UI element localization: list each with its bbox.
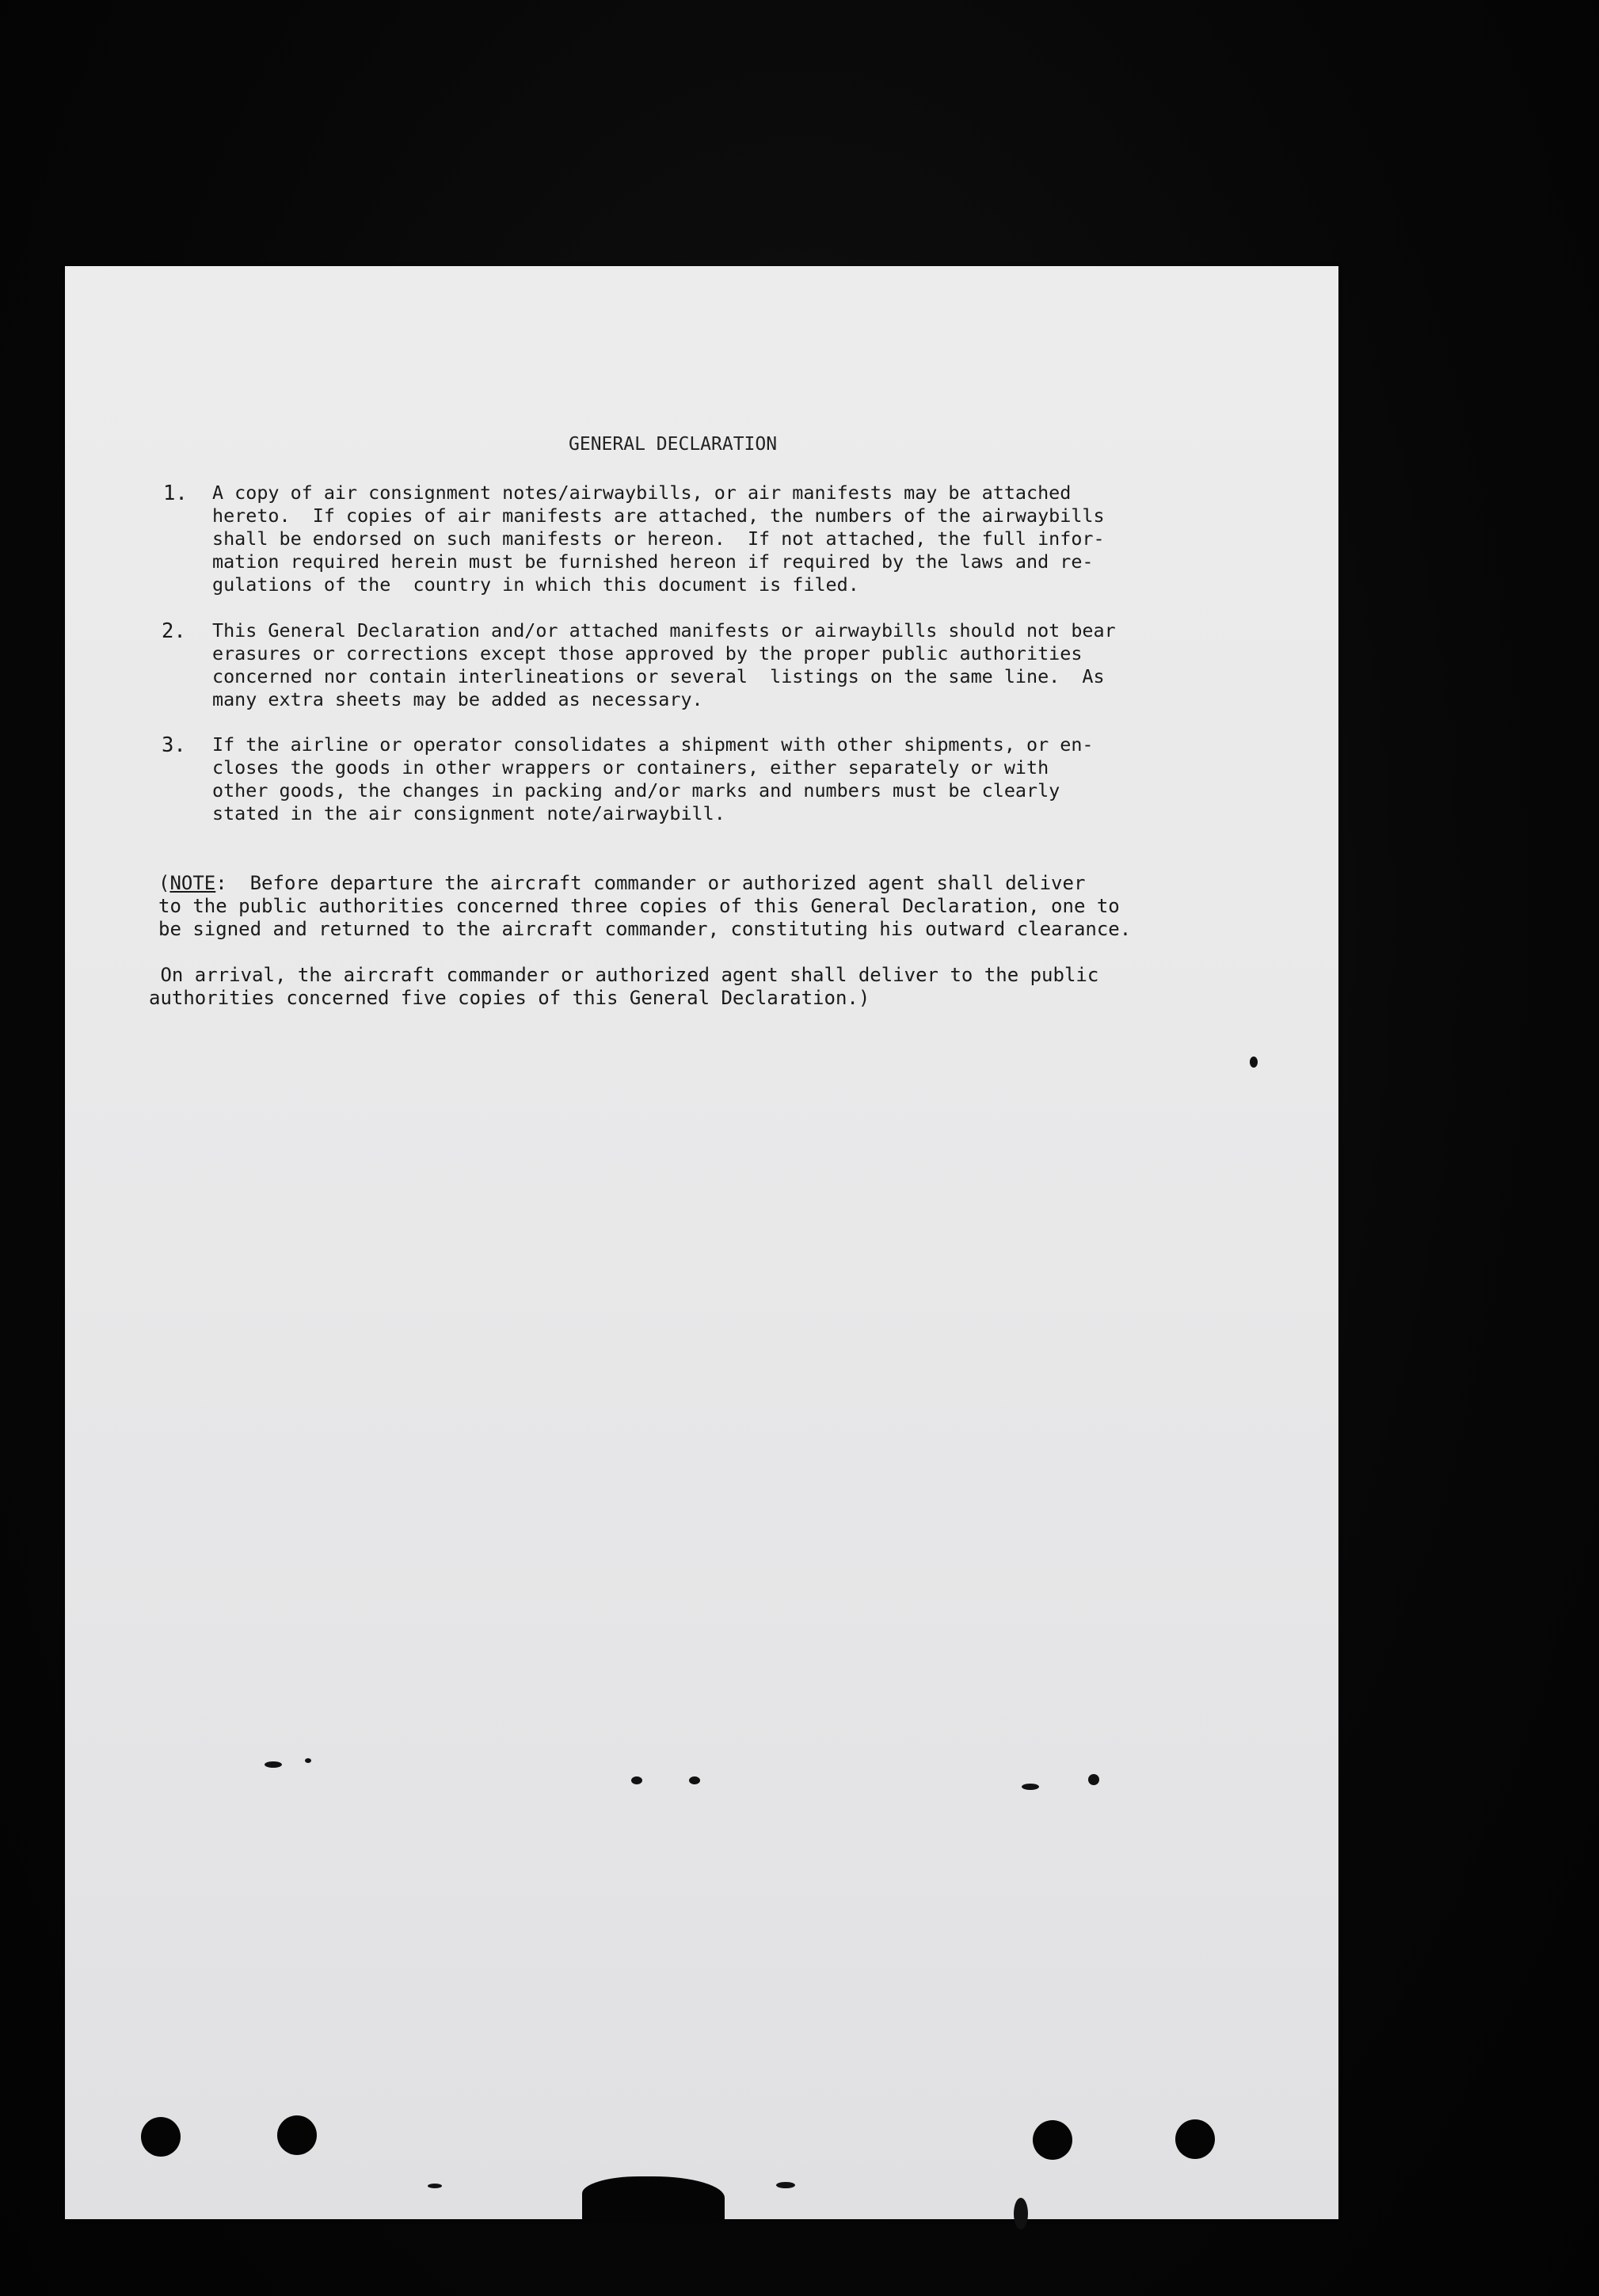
item-line: shall be endorsed on such manifests or hereon. If not attached, the full infor- xyxy=(212,527,1105,550)
ink-speck xyxy=(689,1776,700,1784)
item-line: closes the goods in other wrappers or containers, either separately or with xyxy=(212,756,1049,779)
item-line: other goods, the changes in packing and/or marks and numbers must be clearly xyxy=(212,779,1060,802)
ink-speck xyxy=(631,1776,642,1784)
punch-hole xyxy=(1033,2120,1072,2160)
item-line: A copy of air consignment notes/airwaybills, or air manifests may be attached xyxy=(212,482,1072,504)
item-line: erasures or corrections except those approved by the proper public authorities xyxy=(212,642,1083,664)
ink-speck xyxy=(265,1761,282,1768)
ink-speck xyxy=(1014,2198,1028,2229)
item-line: stated in the air consignment note/airwaybill. xyxy=(212,802,725,824)
note-label: NOTE xyxy=(169,872,216,894)
arrival-block xyxy=(149,964,1202,1010)
ink-speck xyxy=(305,1758,311,1763)
punch-hole xyxy=(141,2117,181,2157)
item-3-body xyxy=(212,733,1209,825)
item-2-body xyxy=(212,619,1209,711)
item-line: This General Declaration and/or attached manifests or airwaybills should not bear xyxy=(212,619,1116,642)
item-line: mation required herein must be furnished hereon if required by the laws and re- xyxy=(212,550,1094,573)
ink-speck xyxy=(428,2184,442,2188)
punch-hole xyxy=(1175,2119,1215,2159)
arrival-line xyxy=(149,987,1202,1010)
item-number: 3. xyxy=(162,733,186,757)
item-number: 1. xyxy=(163,482,188,505)
item-line: concerned nor contain interlineations or several listings on the same line. As xyxy=(212,665,1105,687)
item-number: 2. xyxy=(162,619,186,643)
ink-speck xyxy=(1088,1774,1099,1785)
arrival-line xyxy=(149,964,1202,987)
arrival-text: authorities concerned five copies of this General Declaration.) xyxy=(149,987,870,1009)
torn-edge xyxy=(582,2176,725,2219)
ink-speck xyxy=(776,2182,795,2188)
item-1-body xyxy=(212,482,1209,596)
note-line-first: (NOTE: Before departure the aircraft commander or authorized agent shall deliver xyxy=(158,872,1086,894)
item-line: hereto. If copies of air manifests are attached, the numbers of the airwaybills xyxy=(212,505,1105,527)
ink-speck xyxy=(1022,1784,1039,1790)
note-line: be signed and returned to the aircraft commander, constituting his outward clearance. xyxy=(158,918,1132,940)
item-line: gulations of the country in which this document is filed. xyxy=(212,573,859,596)
punch-hole xyxy=(277,2115,317,2155)
document-title: GENERAL DECLARATION xyxy=(569,434,778,455)
note-line: to the public authorities concerned three copies of this General Declaration, one to xyxy=(158,895,1120,917)
item-line: many extra sheets may be added as necessary. xyxy=(212,688,703,710)
ink-speck xyxy=(1250,1057,1258,1068)
item-line: If the airline or operator consolidates a shipment with other shipments, or en- xyxy=(212,733,1094,756)
note-first-text: : Before departure the aircraft commander or authorized agent shall deliver xyxy=(215,872,1086,894)
note-block xyxy=(158,872,1212,941)
arrival-text: On arrival, the aircraft commander or authorized agent shall deliver to the public xyxy=(160,964,1099,986)
